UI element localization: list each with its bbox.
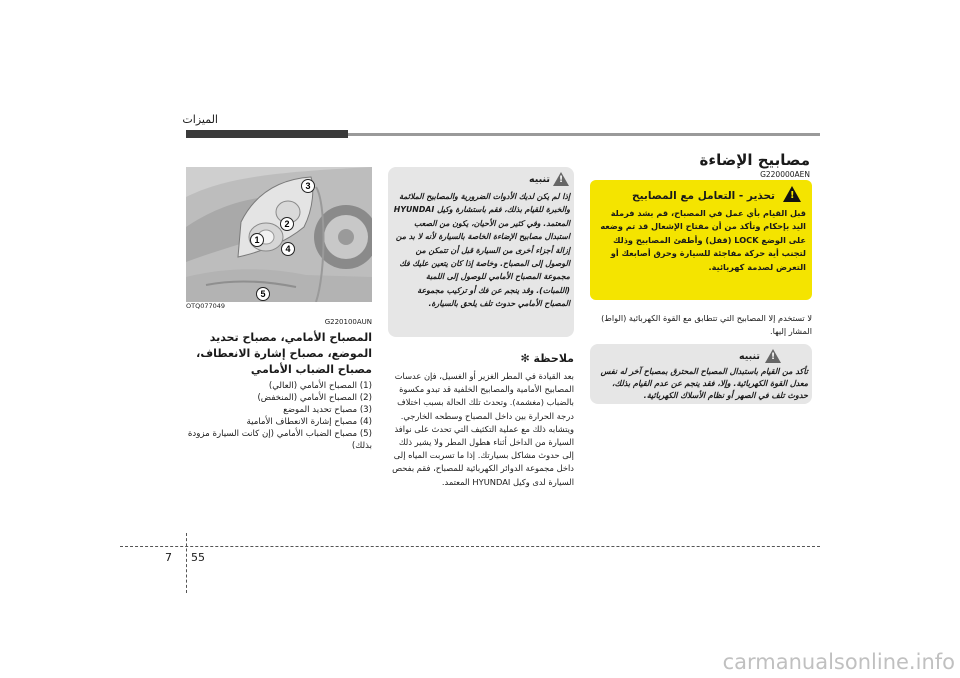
warning-title: ﺗﺤﺬﻳﺮ - ﺍﻟﺘﻌﺎﻣﻞ ﻣﻊ ﺍﻟﻤﺼﺎﺑﻴﺢ [632,190,775,202]
figure-code: OTQ077049 [186,302,226,310]
note-title: ﻣﻼﺣﻈﺔ ✻ [520,352,574,365]
section-title: ﻣﺼﺎﺑﻴﺢ ﺍﻹﺿﺎﺀﺓ [699,151,810,169]
caution-triangle-icon: ! [553,172,569,186]
headlamp-illustration [186,167,372,302]
callout-3: 3 [305,181,311,191]
callout-5: 5 [260,289,266,299]
headlamp-section-title: ﺍﻟﻤﺼﺒﺎﺡ ﺍﻷﻣﺎﻣﻲ، ﻣﺼﺒﺎﺡ ﺗﺤﺪﻳﺪ ﺍﻟﻤﻮﺿﻊ، ﻣﺼﺒﺎﺡ ﺇﺷﺎﺭﺓ ﺍﻻﻧﻌﻄﺎﻑ، ﻣﺼﺒﺎﺡ ﺍﻟﻀﺒﺎﺏ ﺍﻷﻣﺎﻣﻲ [196,331,372,376]
watermark: carmanualsonline.info [722,650,955,674]
list-item: (3) ﻣﺼﺒﺎﺡ ﺗﺤﺪﻳﺪ ﺍﻟﻤﻮﺿﻊ [283,405,372,415]
page-number: 55 [191,551,205,564]
notice-title-col3: ﺗﻨﺒﻴﻪ [739,351,760,362]
callout-1: 1 [254,235,260,245]
list-item: (4) ﻣﺼﺒﺎﺡ ﺇﺷﺎﺭﺓ ﺍﻻﻧﻌﻄﺎﻑ ﺍﻷﻣﺎﻣﻴﺔ [246,417,372,427]
callout-2: 2 [284,219,290,229]
headlamp-section-code: G220100AUN [324,318,372,326]
headlamp-item-list [186,380,372,452]
notice-body-col2: ﺇﺫﺍ ﻟﻢ ﻳﻜﻦ ﻟﺪﻳﻚ ﺍﻷﺩﻭﺍﺕ ﺍﻟﻀﺮﻭﺭﻳﺔ ﻭﺍﻟﻤﺼﺎﺑﻴﺢ ﺍﻟﻤﻼﺋﻤﺔ ﻭﺍﻟﺨﺒﺮﺓ ﻟﻠﻘﻴﺎﻡ ﺑﺬﻟﻚ، ﻓﻘﻢ ﺑﺎﺳﺘﺸﺎﺭﺓ ﻭﻛﻴﻞ HYUNDAI ﺍﻟﻤﻌﺘﻤﺪ. ﻭﻓﻲ ﻛﺜﻴﺮ ﻣﻦ ﺍﻷﺣﻴﺎﻥ، ﻳﻜﻮﻥ ﻣﻦ ﺍﻟﺼﻌﺐ ﺍﺳﺘﺒﺪﺍﻝ ﻣﺼﺎﺑﻴﺢ ﺍﻹﺿﺎﺀﺓ ﺍﻟﺨﺎﺻﺔ ﺑﺎﻟﺴﻴﺎﺭﺓ ﻷﻧﻪ ﻻ ﺑﺪ ﻣﻦ ﺇﺯﺍﻟﺔ ﺃﺟﺰﺍﺀ ﺃﺧﺮﻯ ﻣﻦ ﺍﻟﺴﻴﺎﺭﺓ ﻗﺒﻞ ﺃﻥ ﺗﺘﻤﻜﻦ ﻣﻦ ﺍﻟﻮﺻﻮﻝ ﺇﻟﻰ ﺍﻟﻤﺼﺒﺎﺡ. ﻭﺧﺎﺻﺔ ﺇﺫﺍ ﻛﺎﻥ ﻳﺘﻌﻴﻦ ﻋﻠﻴﻚ ﻓﻚ ﻣﺠﻤﻮﻋﺔ ﺍﻟﻤﺼﺒﺎﺡ ﺍﻷﻣﺎﻣﻲ ﻟﻠﻮﺻﻮﻝ ﺇﻟﻰ ﺍﻟﻠﻤﺒﺔ (ﺍﻟﻠﻤﺒﺎﺕ). ﻭﻗﺪ ﻳﻨﺠﻢ ﻋﻦ ﻓﻚ ﺃﻭ ﺗﺮﻛﻴﺐ ﻣﺠﻤﻮﻋﺔ ﺍﻟﻤﺼﺒﺎﺡ ﺍﻷﻣﺎﻣﻲ ﺣﺪﻭﺙ ﺗﻠﻒ ﻳﻠﺤﻖ ﺑﺎﻟﺴﻴﺎﺭﺓ. [393,192,570,309]
footer-rule [120,546,820,547]
warning-triangle-icon: ! [783,186,801,202]
notice-title-col2: ﺗﻨﺒﻴﻪ [529,174,550,185]
section-code: G220000AEN [760,170,810,179]
chapter-number: 7 [165,551,172,564]
header-bar [186,130,348,138]
caution-triangle-icon: ! [765,349,781,363]
list-item: (2) ﺍﻟﻤﺼﺒﺎﺡ ﺍﻷﻣﺎﻣﻲ (ﺍﻟﻤﻨﺨﻔﺾ) [257,393,372,403]
warning-body: ﻗﺒﻞ ﺍﻟﻘﻴﺎﻡ ﺑﺄﻱ ﻋﻤﻞ ﻓﻲ ﺍﻟﻤﺼﺒﺎﺡ، ﻗﻢ ﺑﺸﺪ ﻓﺮﻣﻠﺔ ﺍﻟﻴﺪ ﺑﺈﺣﻜﺎﻡ ﻭﺗﺄﻛﺪ ﻣﻦ ﺃﻥ ﻣﻔﺘﺎﺡ ﺍﻹﺷﻌﺎﻝ ﻗﺪ ﺗﻢ ﻭﺿﻌﻪ ﻋﻠﻰ ﺍﻟﻮﺿﻊ LOCK (ﻗﻔﻞ) ﻭﺃﻃﻔﺊ ﺍﻟﻤﺼﺎﺑﻴﺢ ﻭﺫﻟﻚ ﻟﺘﺠﻨﺐ ﺃﻳﺔ ﺣﺮﻛﺔ ﻣﻔﺎﺟﺌﺔ ﻟﻠﺴﻴﺎﺭﺓ ﻭﺣﺮﻕ ﺃﺻﺎﺑﻌﻚ ﺃﻭ ﺍﻟﺘﻌﺮﺽ ﻟﺼﺪﻣﺔ ﻛﻬﺮﺑﺎﺋﻴﺔ. [600,208,806,272]
callout-4: 4 [285,244,291,254]
list-item: (5) ﻣﺼﺒﺎﺡ ﺍﻟﻀﺒﺎﺏ ﺍﻷﻣﺎﻣﻲ (ﺇﻥ ﻛﺎﻧﺖ ﺍﻟﺴﻴﺎﺭﺓ ﻣﺰﻭﺩﺓ ﺑﺬﻟﻚ) [187,429,372,451]
header-title: ﺍﻟﻤﻴﺰﺍﺕ [182,113,218,126]
list-item: (1) ﺍﻟﻤﺼﺒﺎﺡ ﺍﻷﻣﺎﻣﻲ (ﺍﻟﻌﺎﻟﻲ) [268,381,372,391]
headlamp-photo [186,167,372,302]
bulb-wattage-text: ﻻ ﺗﺴﺘﺨﺪﻡ ﺇﻻ ﺍﻟﻤﺼﺎﺑﻴﺢ ﺍﻟﺘﻲ ﺗﺘﻄﺎﺑﻖ ﻣﻊ ﺍﻟﻘﻮﺓ ﺍﻟﻜﻬﺮﺑﺎﺋﻴﺔ (ﺍﻟﻮﺍﻁ) ﺍﻟﻤﺸﺎﺭ ﺇﻟﻴﻬﺎ. [601,313,812,336]
asterisk-icon: ✻ [520,352,530,365]
header-rule [348,133,820,136]
note-body: ﺑﻌﺪ ﺍﻟﻘﻴﺎﺩﺓ ﻓﻲ ﺍﻟﻤﻄﺮ ﺍﻟﻐﺰﻳﺮ ﺃﻭ ﺍﻟﻐﺴﻴﻞ، ﻓﺈﻥ ﻋﺪﺳﺎﺕ ﺍﻟﻤﺼﺎﺑﻴﺢ ﺍﻷﻣﺎﻣﻴﺔ ﻭﺍﻟﻤﺼﺎﺑﻴﺢ ﺍﻟﺨﻠﻔﻴﺔ ﻗﺪ ﺗﺒﺪﻭ ﻣﻜﺴﻮﺓ ﺑﺎﻟﻀﺒﺎﺏ (ﻣﻐﺸﻤﺔ). ﻭﺗﺤﺪﺙ ﺗﻠﻚ ﺍﻟﺤﺎﻟﺔ ﺑﺴﺒﺐ ﺍﺧﺘﻼﻑ ﺩﺭﺟﺔ ﺍﻟﺤﺮﺍﺭﺓ ﺑﻴﻦ ﺩﺍﺧﻞ ﺍﻟﻤﺼﺒﺎﺡ ﻭﺳﻄﺤﻪ ﺍﻟﺨﺎﺭﺟﻲ. ﻭﻳﺘﺸﺎﺑﻪ ﺫﻟﻚ ﻣﻊ ﻋﻤﻠﻴﺔ ﺍﻟﺘﻜﺜﻴﻒ ﺍﻟﺘﻲ ﺗﺤﺪﺙ ﻋﻠﻰ ﻧﻮﺍﻓﺬ ﺍﻟﺴﻴﺎﺭﺓ ﻣﻦ ﺍﻟﺪﺍﺧﻞ ﺃﺛﻨﺎﺀ ﻫﻄﻮﻝ ﺍﻟﻤﻄﺮ ﻭﻻ ﻳﺸﻴﺮ ﺫﻟﻚ ﺇﻟﻰ ﺣﺪﻭﺙ ﻣﺸﺎﻛﻞ ﺑﺴﻴﺎﺭﺗﻚ. ﺇﺫﺍ ﻣﺎ ﺗﺴﺮﺑﺖ ﺍﻟﻤﻴﺎﻩ ﺇﻟﻰ ﺩﺍﺧﻞ ﻣﺠﻤﻮﻋﺔ ﺍﻟﺪﻭﺍﺋﺮ ﺍﻟﻜﻬﺮﺑﺎﺋﻴﺔ ﻟﻠﻤﺼﺒﺎﺡ، ﻓﻘﻢ ﺑﻔﺤﺺ ﺍﻟﺴﻴﺎﺭﺓ ﻟﺪﻯ ﻭﻛﻴﻞ HYUNDAI ﺍﻟﻤﻌﺘﻤﺪ. [392,371,574,487]
notice-body-col3: ﺗﺄﻛﺪ ﻣﻦ ﺍﻟﻘﻴﺎﻡ ﺑﺎﺳﺘﺒﺪﺍﻝ ﺍﻟﻤﺼﺒﺎﺡ ﺍﻟﻤﺤﺘﺮﻕ ﺑﻤﺼﺒﺎﺡ ﺁﺧﺮ ﻟﻪ ﻧﻔﺲ ﻣﻌﺪﻝ ﺍﻟﻘﻮﺓ ﺍﻟﻜﻬﺮﺑﺎﺋﻴﺔ. ﻭﺇﻻ، ﻓﻘﺪ ﻳﻨﺠﻢ ﻋﻦ ﻋﺪﻡ ﺍﻟﻘﻴﺎﻡ ﺑﺬﻟﻚ، ﺣﺪﻭﺙ ﺗﻠﻒ ﻓﻲ ﺍﻟﺼﻬﺮ ﺃﻭ ﻧﻈﺎﻡ ﺍﻷﺳﻼﻙ ﺍﻟﻜﻬﺮﺑﺎﺋﻴﺔ. [600,367,808,400]
footer-divider [186,533,187,593]
